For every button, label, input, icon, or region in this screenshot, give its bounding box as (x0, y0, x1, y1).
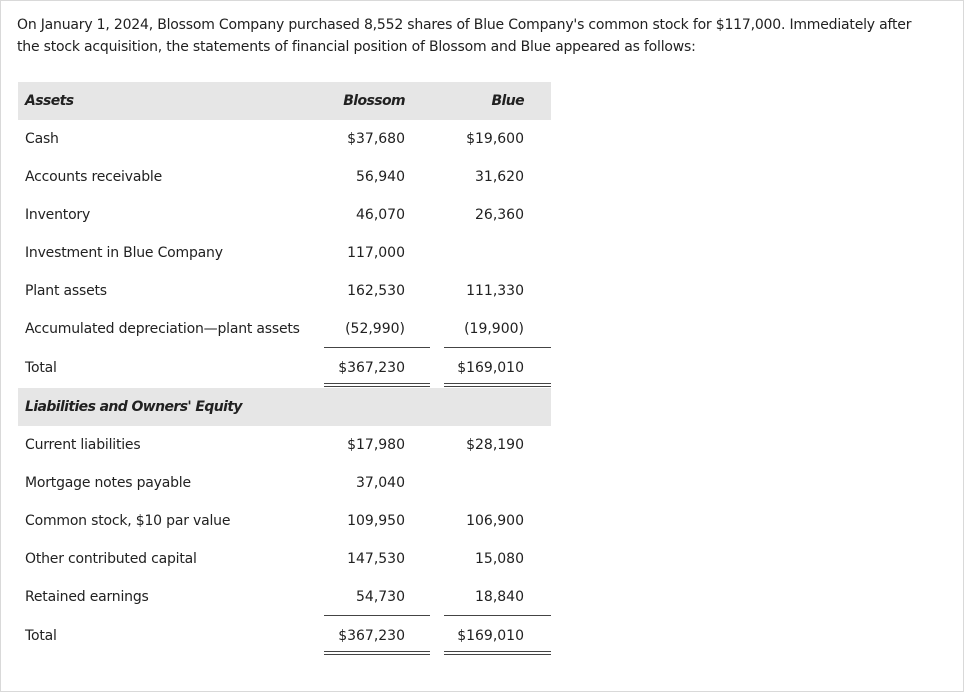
liabilities-header-row (18, 388, 551, 426)
row-label: Accumulated depreciation—plant assets (25, 321, 300, 337)
table-row (18, 502, 551, 540)
blossom-value: 37,040 (356, 475, 405, 491)
table-row (18, 120, 551, 158)
liabilities-header: Liabilities and Owners' Equity (25, 399, 242, 415)
blossom-value: 162,530 (347, 283, 405, 299)
blossom-total: $367,230 (338, 360, 405, 376)
double-rule (324, 383, 430, 384)
row-label: Total (25, 360, 57, 376)
blossom-value: 147,530 (347, 551, 405, 567)
blue-value: 111,330 (466, 283, 524, 299)
table-row (18, 540, 551, 578)
intro-paragraph: On January 1, 2024, Blossom Company purchased 8,552 shares of Blue Company's common stock for $117,000. Immediately after the stock acquisition, the statements of financial position of Blossom and Blue appeared as follows: (17, 17, 912, 55)
blossom-value: $37,680 (347, 131, 405, 147)
blossom-total: $367,230 (338, 628, 405, 644)
blue-total: $169,010 (457, 628, 524, 644)
blossom-value: $17,980 (347, 437, 405, 453)
assets-header-row (18, 82, 551, 120)
double-rule (444, 383, 551, 384)
blossom-value: 56,940 (356, 169, 405, 185)
blossom-value: 46,070 (356, 207, 405, 223)
blue-value: 31,620 (475, 169, 524, 185)
blossom-value: 109,950 (347, 513, 405, 529)
row-label: Inventory (25, 207, 91, 223)
row-label: Accounts receivable (25, 169, 162, 185)
table-row (18, 464, 551, 502)
table-row (18, 234, 551, 272)
row-label: Other contributed capital (25, 551, 197, 567)
blue-value: 18,840 (475, 589, 524, 605)
table-row (18, 426, 551, 464)
liabilities-total-row (18, 616, 551, 656)
blossom-value: (52,990) (345, 321, 405, 337)
double-rule (444, 654, 551, 655)
table-row (18, 196, 551, 234)
row-label: Common stock, $10 par value (25, 513, 231, 529)
double-rule (444, 651, 551, 652)
row-label: Total (25, 628, 57, 644)
double-rule (324, 654, 430, 655)
blue-value: 106,900 (466, 513, 524, 529)
row-label: Investment in Blue Company (25, 245, 223, 261)
blue-total: $169,010 (457, 360, 524, 376)
row-label: Mortgage notes payable (25, 475, 191, 491)
assets-total-row (18, 348, 551, 388)
table-row (18, 578, 551, 616)
row-label: Plant assets (25, 283, 107, 299)
financial-position-table (18, 82, 551, 656)
row-label: Current liabilities (25, 437, 141, 453)
table-row (18, 272, 551, 310)
blossom-value: 54,730 (356, 589, 405, 605)
blossom-value: 117,000 (347, 245, 405, 261)
double-rule (324, 386, 430, 387)
table-row (18, 310, 551, 348)
assets-header: Assets (25, 93, 74, 109)
blue-value: 15,080 (475, 551, 524, 567)
blue-value: $28,190 (466, 437, 524, 453)
table-row (18, 158, 551, 196)
blue-value: (19,900) (464, 321, 524, 337)
double-rule (324, 651, 430, 652)
row-label: Retained earnings (25, 589, 149, 605)
blossom-column-header: Blossom (343, 93, 405, 109)
blue-column-header: Blue (491, 93, 524, 109)
double-rule (444, 386, 551, 387)
row-label: Cash (25, 131, 59, 147)
blue-value: $19,600 (466, 131, 524, 147)
blue-value: 26,360 (475, 207, 524, 223)
